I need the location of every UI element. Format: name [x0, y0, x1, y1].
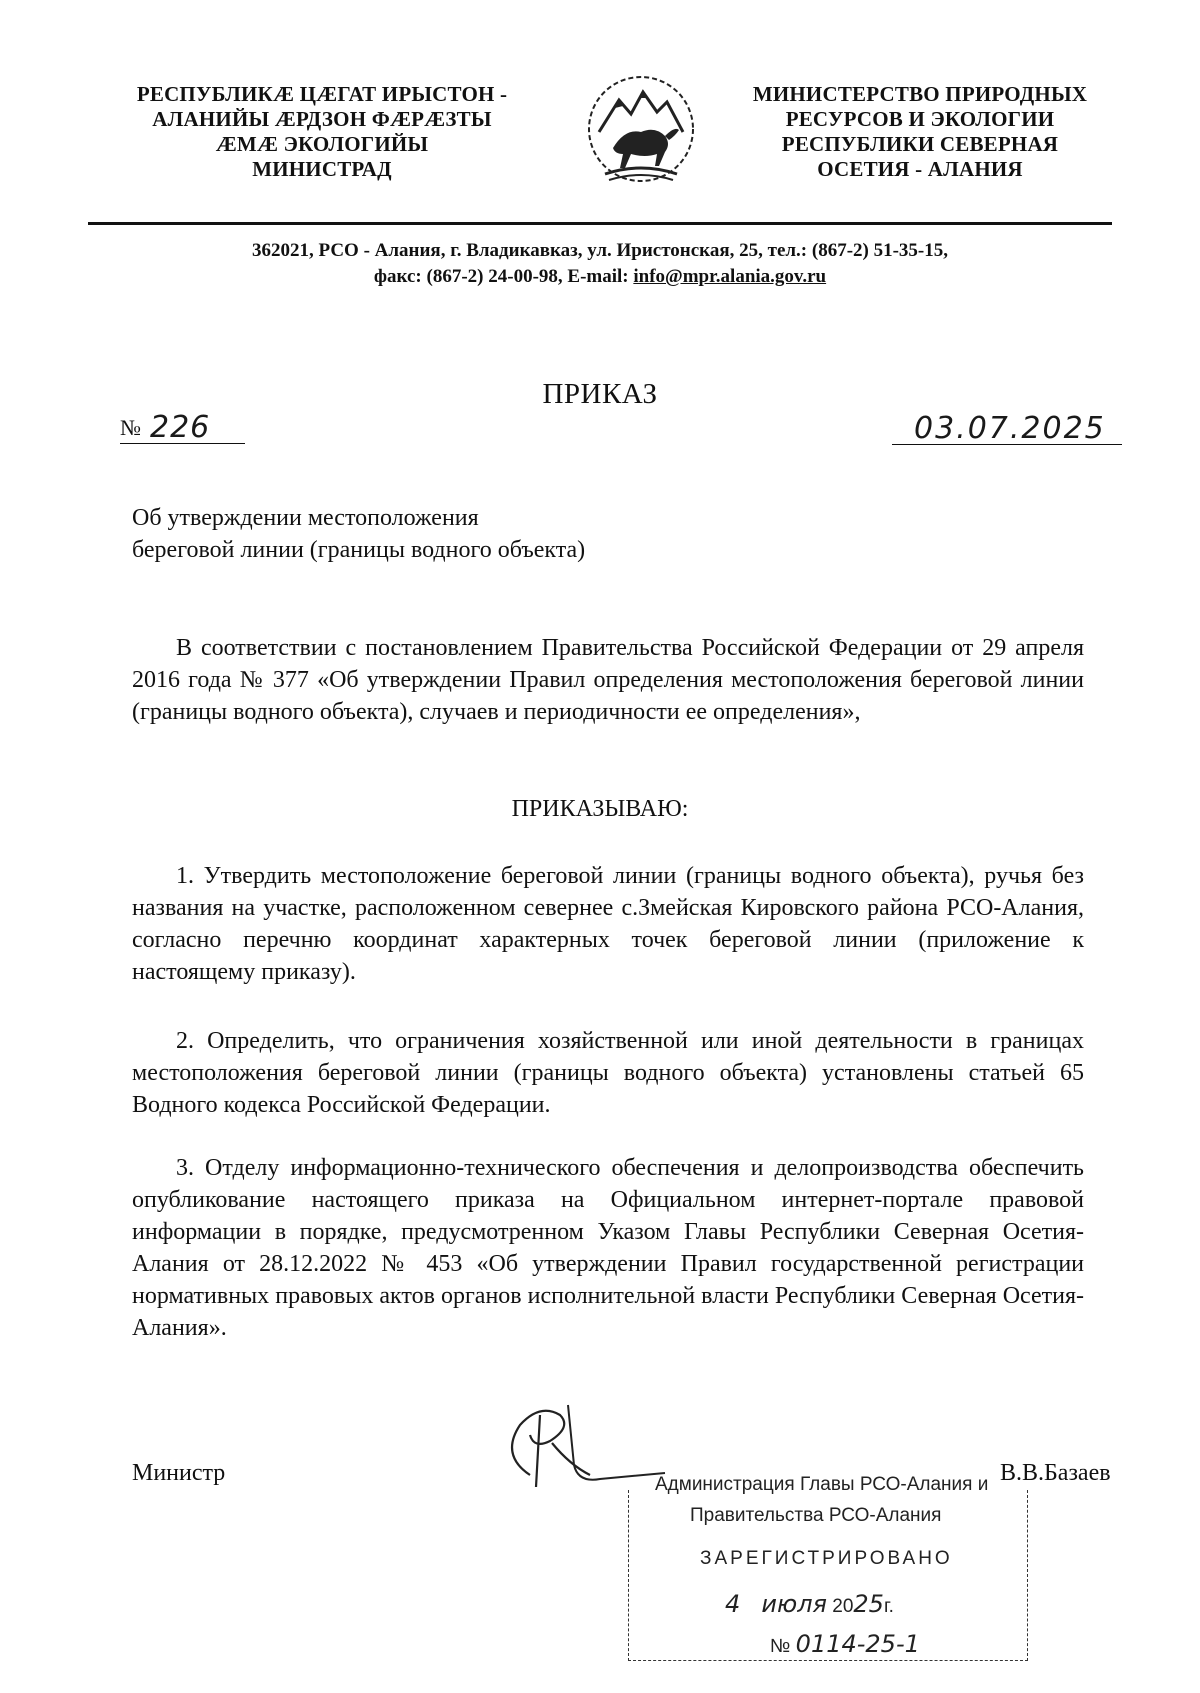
email-link[interactable]: info@mpr.alania.gov.ru — [633, 266, 827, 287]
header-left-line: ӔМӔ ЭКОЛОГИЙЫ — [215, 132, 429, 156]
paragraph-text: 2. Определить, что ограничения хозяйственной или иной деятельности в границах местоположения береговой линии (границы водного объекта) установлены статьей 65 Водного кодекса Российской Федерации. — [132, 1028, 1084, 1118]
stamp-reg-number — [770, 1630, 920, 1658]
header-right-line: МИНИСТЕРСТВО ПРИРОДНЫХ — [752, 82, 1088, 106]
order-number-handwritten: 226 — [150, 410, 211, 445]
decree-heading: ПРИКАЗЫВАЮ: — [511, 796, 689, 822]
document-title: ПРИКАЗ — [542, 378, 658, 410]
header-left-title — [112, 82, 532, 182]
handwritten-signature — [490, 1395, 670, 1505]
order-item-2 — [132, 1025, 1084, 1121]
address-line: 362021, РСО - Алания, г. Владикавказ, ул. Иристонская, 25, тел.: (867-2) 51-35-15, — [251, 240, 948, 261]
subject-line: береговой линии (границы водного объекта) — [132, 537, 586, 563]
paragraph-text: В соответствии с постановлением Правительства Российской Федерации от 29 апреля 2016 года № 377 «Об утверждении Правил определения местоположения береговой линии (границы водного объекта), случаев и периодичности ее определения», — [132, 635, 1084, 725]
stamp-year-prefix: 20 — [832, 1596, 854, 1617]
order-item-3 — [132, 1152, 1084, 1344]
header-right-line: ОСЕТИЯ - АЛАНИЯ — [817, 157, 1023, 181]
coat-of-arms-emblem — [585, 70, 697, 188]
stamp-authority-line: Администрация Главы РСО-Алания и — [655, 1474, 989, 1495]
order-date-field — [892, 402, 1122, 445]
header-left-line: МИНИСТРАД — [252, 157, 392, 181]
header-left-line: РЕСПУБЛИКӔ ЦӔГАТ ИРЫСТОН - — [136, 82, 508, 106]
stamp-authority-line: Правительства РСО-Алания — [690, 1505, 942, 1526]
paragraph-text: 3. Отделу информационно-технического обеспечения и делопроизводства обеспечить опубликование настоящего приказа на Официальном интернет-портале правовой информации в порядке, предусмотренном Указом Главы Республики Северная Осетия-Алания от 28.12.2022 № 453 «Об утверждении Правил государственной регистрации нормативных правовых актов органов исполнительной власти Республики Северная Осетия-Алания». — [132, 1155, 1084, 1341]
order-date-handwritten: 03.07.2025 — [914, 411, 1106, 446]
order-item-1 — [132, 860, 1084, 988]
stamp-number-label: № — [770, 1636, 791, 1657]
signatory-position: Министр — [132, 1460, 226, 1486]
stamp-registered-label: ЗАРЕГИСТРИРОВАНО — [700, 1548, 953, 1569]
stamp-month: июля — [761, 1590, 827, 1618]
paragraph-text: 1. Утвердить местоположение береговой линии (границы водного объекта), ручья без названия на участке, расположенном севернее с.Змейская Кировского района РСО-Алания, согласно перечню координат характерных точек береговой линии (приложение к настоящему приказу). — [132, 863, 1084, 985]
stamp-year-suffix: 25 — [853, 1590, 884, 1618]
header-left-line: АЛАНИЙЫ ӔРДЗОН ФӔРӔЗТЫ — [152, 107, 492, 131]
contact-line — [0, 264, 1200, 290]
header-right-line: РЕСУРСОВ И ЭКОЛОГИИ — [785, 107, 1055, 131]
order-number-field — [120, 405, 245, 444]
header-divider — [88, 222, 1112, 225]
intro-paragraph — [132, 632, 1084, 728]
header-right-line: РЕСПУБЛИКИ СЕВЕРНАЯ — [781, 132, 1059, 156]
stamp-number-value: 0114-25-1 — [795, 1630, 920, 1658]
stamp-day: 4 — [725, 1590, 741, 1618]
header-right-title — [745, 82, 1095, 182]
number-label: № — [120, 415, 141, 440]
signatory-name: В.В.Базаев — [1000, 1460, 1111, 1486]
fax-text: факс: (867-2) 24-00-98, E-mail: — [373, 266, 634, 287]
stamp-date — [725, 1590, 894, 1618]
stamp-year-unit: г. — [883, 1596, 894, 1617]
subject-line: Об утверждении местоположения — [132, 505, 479, 531]
